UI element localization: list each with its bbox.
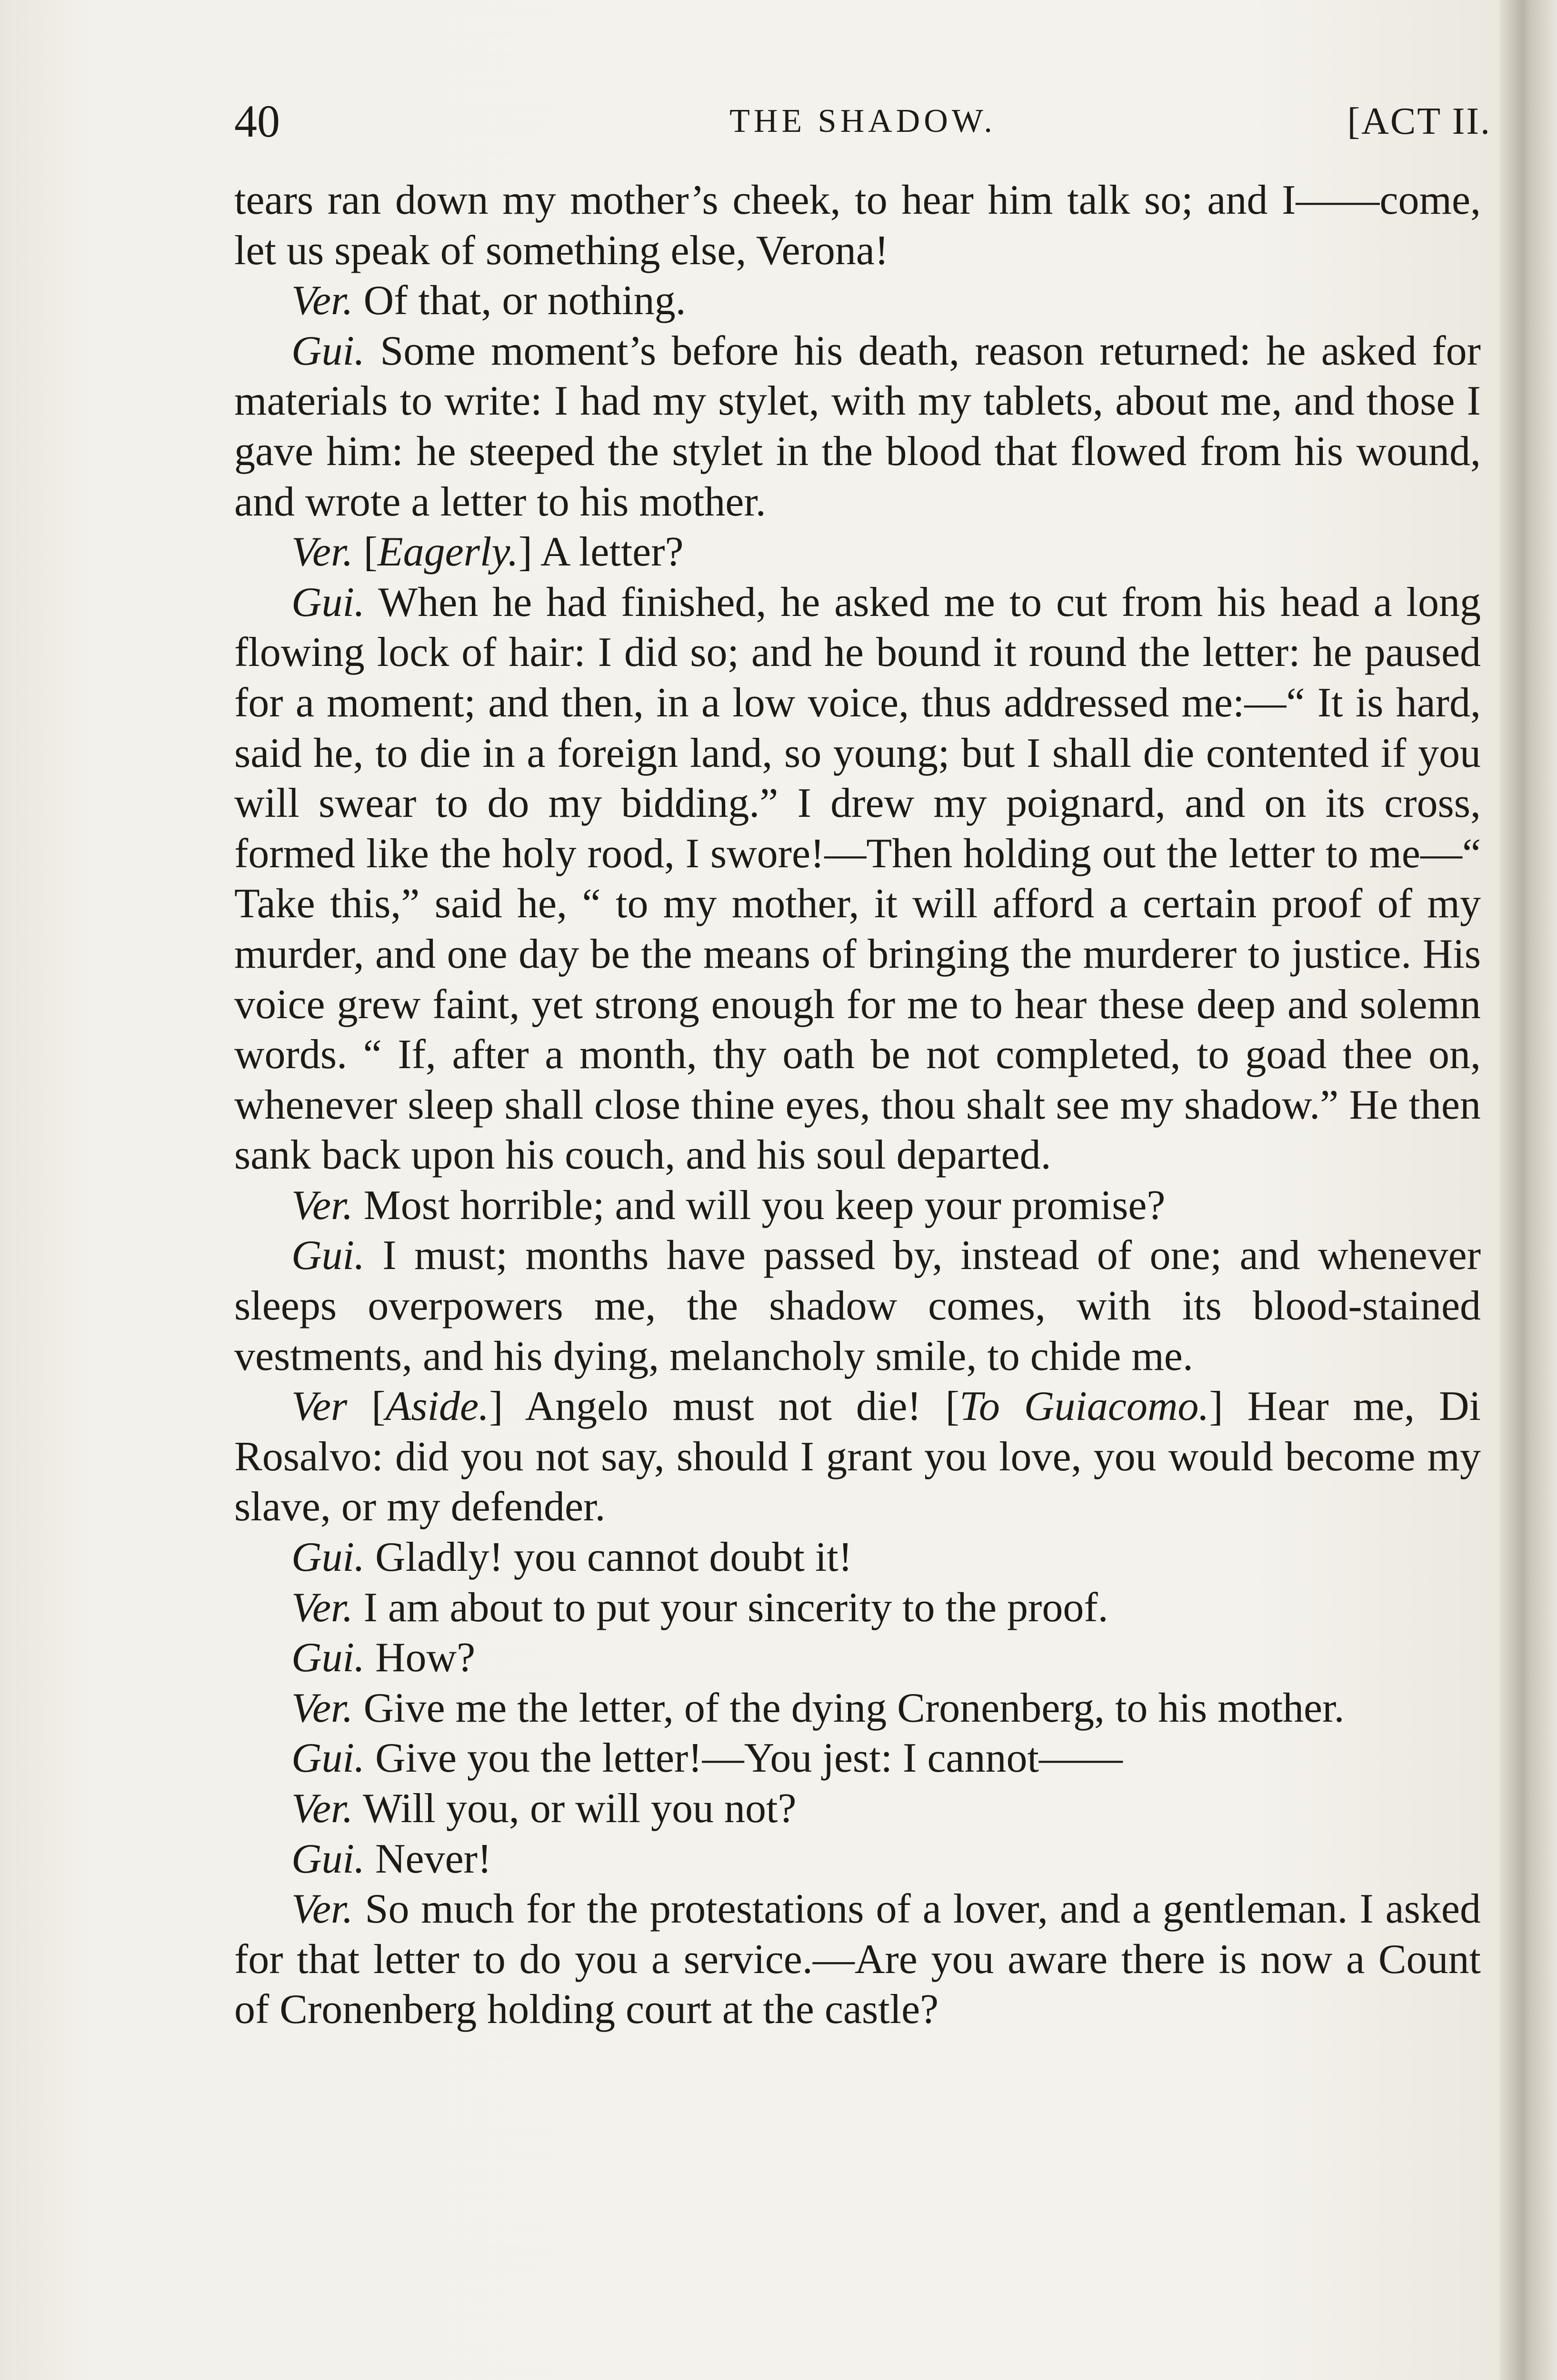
paragraph-continued: tears ran down my mother’s cheek, to hear him talk so; and I——come, let us speak of something else, Verona! (234, 177, 1481, 274)
dialogue-line (234, 1834, 1481, 1884)
speaker-name: Ver. (291, 1584, 353, 1631)
dialogue-text: I am about to put your sincerity to the proof. (353, 1584, 1108, 1631)
speaker-name: Ver. (291, 529, 353, 575)
dialogue-line (234, 1784, 1481, 1834)
dialogue-line (234, 1532, 1481, 1583)
dialogue-line (234, 527, 1481, 577)
act-label: [ACT II. (1347, 100, 1491, 142)
dialogue-text: ] A letter? (518, 529, 684, 575)
bracket-open: [ (347, 1383, 386, 1430)
stage-direction: Eagerly. (377, 529, 519, 575)
page-edge-shadow (1500, 0, 1557, 2380)
dialogue-text: Some moment’s before his death, reason returned: he asked for materials to write: I had my stylet, with my tablets, about me, and those I gave him: he steeped the stylet in the blood that flowed from his wound, and wrote a letter to his mother. (234, 327, 1481, 525)
dialogue-line (234, 1633, 1481, 1683)
bracket-open: [ (353, 529, 378, 575)
speaker-name: Ver. (291, 278, 353, 324)
speaker-name: Ver. (291, 1886, 353, 1933)
dialogue-text: Gladly! you cannot doubt it! (365, 1534, 853, 1581)
speaker-name: Gui. (291, 1735, 365, 1782)
play-text (234, 175, 1481, 2035)
dialogue-text: When he had finished, he asked me to cut from his head a long flowing lock of hair: I did so; and he bound it round the letter: he paused for a moment; and then, in a low voice, thus addressed me:—“ It is hard, said he, to die in a foreign land, so young; but I shall die contented if you will swear to do my bidding.” I drew my poignard, and on its cross, formed like the holy rood, I swore!—Then holding out the letter to me—“ Take this,” said he, “ to my mother, it will afford a certain proof of my murder, and one day be the means of bringing the murderer to justice. His voice grew faint, yet strong enough for me to hear these deep and solemn words. “ If, after a month, thy oath be not completed, to goad thee on, whenever sleep shall close thine eyes, thou shalt see my shadow.” He then sank back upon his couch, and his soul departed. (234, 579, 1481, 1179)
page-number: 40 (234, 96, 280, 147)
running-header (234, 90, 1491, 152)
dialogue-text: I must; months have passed by, instead of one; and whenever sleeps overpowers me, the shadow comes, with its blood-stained vestments, and his dying, melancholy smile, to chide me. (234, 1232, 1481, 1379)
dialogue-text: How? (365, 1635, 476, 1681)
running-title: THE SHADOW. (729, 103, 996, 139)
dialogue-text: ] Angelo must not die! [ (489, 1383, 959, 1430)
speaker-name: Gui. (291, 579, 365, 625)
speaker-name: Ver. (291, 1685, 353, 1731)
dialogue-text: So much for the protestations of a lover, and a gentleman. I asked for that letter to do you a service.—Are you aware there is now a Count of Cronenberg holding court at the castle? (234, 1886, 1481, 2033)
speaker-name: Ver. (291, 1785, 353, 1832)
dialogue-text: Never! (365, 1835, 492, 1882)
speaker-name: Gui. (291, 1534, 365, 1581)
dialogue-text: Most horrible; and will you keep your promise? (353, 1182, 1166, 1229)
dialogue-line (234, 1381, 1481, 1532)
speaker-name: Gui. (291, 1232, 365, 1279)
speaker-name: Gui. (291, 327, 365, 374)
dialogue-text: ] Hear me, Di Rosalvo: did you not say, should I grant you love, you would become my slave, or my defender. (234, 1383, 1481, 1530)
stage-direction: To Guiacomo. (959, 1383, 1209, 1430)
speaker-name: Ver. (291, 1182, 353, 1229)
dialogue-text: Of that, or nothing. (353, 278, 686, 324)
speaker-name: Ver (291, 1383, 348, 1430)
dialogue-line (234, 1884, 1481, 2035)
stage-direction: Aside. (385, 1383, 489, 1430)
speaker-name: Gui. (291, 1835, 365, 1882)
speaker-name: Gui. (291, 1635, 365, 1681)
dialogue-line (234, 276, 1481, 326)
dialogue-line (234, 1180, 1481, 1231)
dialogue-line (234, 1683, 1481, 1734)
dialogue-line (234, 1583, 1481, 1633)
dialogue-text: Give me the letter, of the dying Cronenberg, to his mother. (353, 1685, 1345, 1731)
dialogue-text: Give you the letter!—You jest: I cannot—— (365, 1735, 1123, 1782)
dialogue-line (234, 1733, 1481, 1784)
dialogue-line (234, 1230, 1481, 1381)
dialogue-line (234, 326, 1481, 527)
dialogue-line (234, 577, 1481, 1180)
dialogue-text: Will you, or will you not? (353, 1785, 797, 1832)
